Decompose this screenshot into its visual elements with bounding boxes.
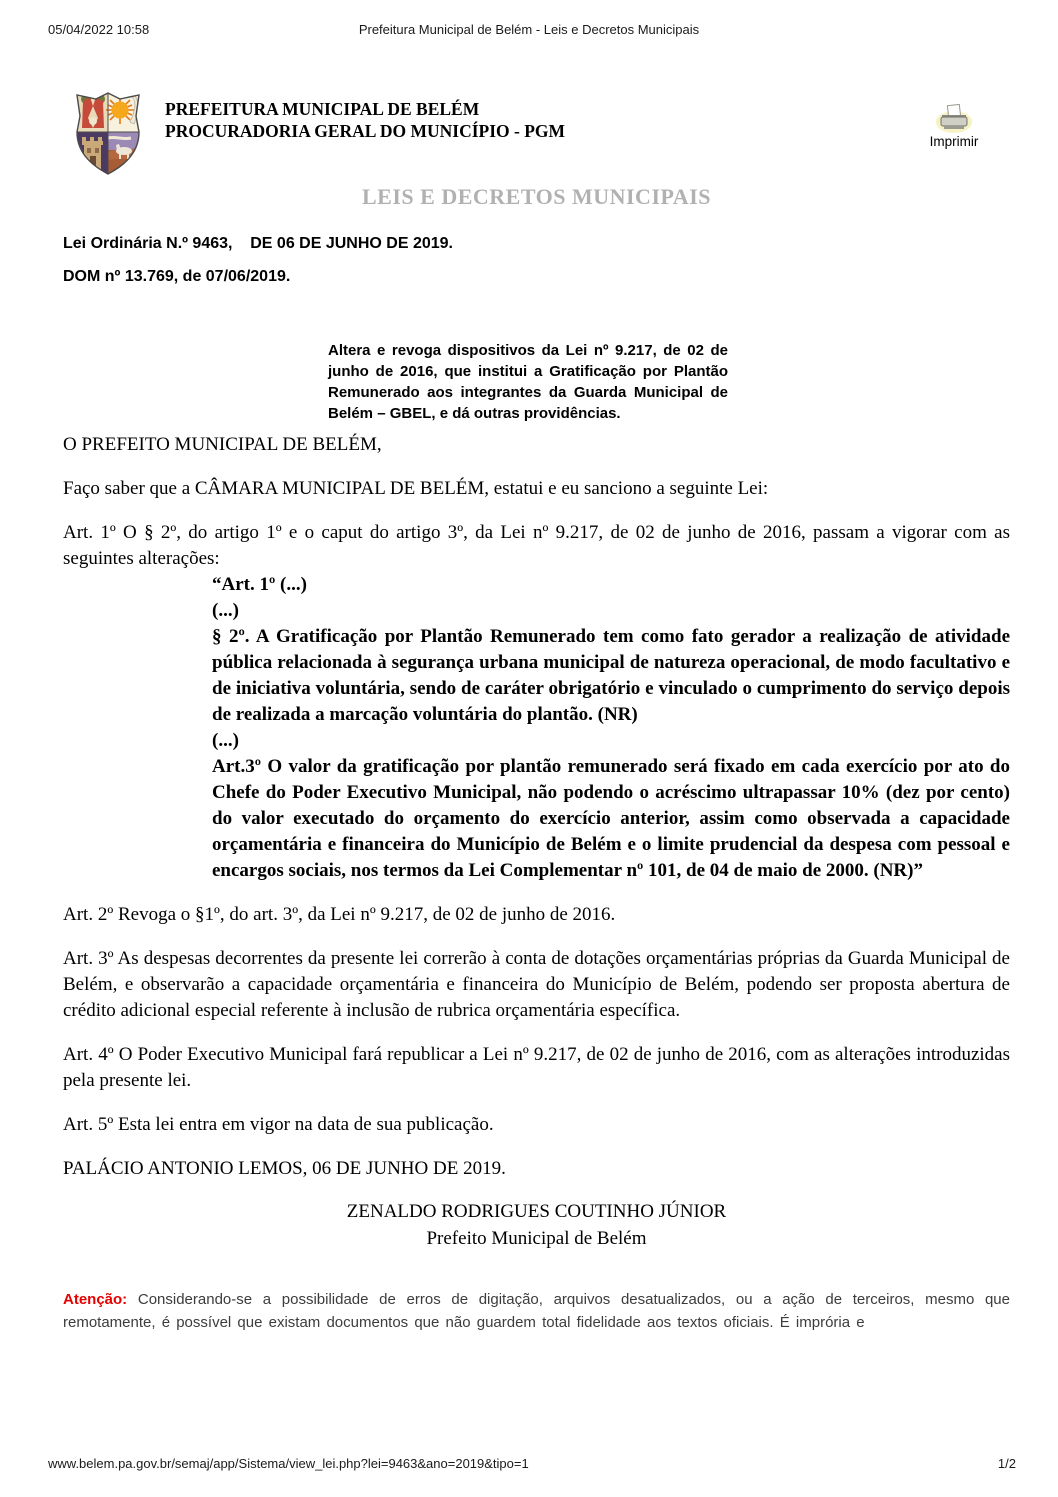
footer-page-number: 1/2 bbox=[997, 1456, 1016, 1471]
document-page bbox=[63, 88, 1010, 1334]
org-header bbox=[63, 88, 1010, 180]
paragraph-palacio: PALÁCIO ANTONIO LEMOS, 06 DE JUNHO DE 2019. bbox=[63, 1158, 506, 1179]
quote-paragraph-art3: Art.3º O valor da gratificação por plantão remunerado será fixado em cada exercício por ato do Chefe do Poder Executivo Municipal, não podendo o acréscimo ultrapassar 10% (dez por cento) do valor executado do orçamento do exercício anterior, assim como observada a capacidade orçamentária e financeira do Município de Belém e o limite prudencial da despesa com pessoal e encargos sociais, nos termos da Lei Complementar nº 101, de 04 de maio de 2000. (NR)” bbox=[212, 756, 1010, 881]
attention-text: Considerando-se a possibilidade de erros de digitação, arquivos desatualizados, ou a ação de terceiros, mesmo que remotamente, é possível que existam documentos que não guardem total fidelidade aos textos oficiais. É imprória e bbox=[63, 1291, 1010, 1331]
quote-paragraph-sec2: § 2º. A Gratificação por Plantão Remunerado tem como fato gerador a realização de atividade pública relacionada à segurança urbana municipal de natureza operacional, de modo facultativo e de iniciativa voluntária, sendo de caráter obrigatório e vinculado o cumprimento do serviço depois de realizada a marcação voluntária do plantão. (NR) bbox=[212, 626, 1010, 725]
signature-name: ZENALDO RODRIGUES COUTINHO JÚNIOR bbox=[346, 1201, 727, 1222]
law-body bbox=[63, 432, 1010, 1182]
attention-notice bbox=[63, 1288, 1010, 1334]
print-button-label: Imprimir bbox=[929, 134, 979, 149]
paragraph-enactment: Faço saber que a CÂMARA MUNICIPAL DE BELÉM, estatui e eu sanciono a seguinte Lei: bbox=[63, 478, 769, 499]
law-number-line: Lei Ordinária N.º 9463, DE 06 DE JUNHO DE 2019. bbox=[63, 235, 453, 252]
paragraph-art4: Art. 4º O Poder Executivo Municipal fará republicar a Lei nº 9.217, de 02 de junho de 2016, com as alterações introduzidas pela presente lei. bbox=[63, 1044, 1010, 1091]
paragraph-art5: Art. 5º Esta lei entra em vigor na data de sua publicação. bbox=[63, 1114, 494, 1135]
paragraph-art1: Art. 1º O § 2º, do artigo 1º e o caput do artigo 3º, da Lei nº 9.217, de 02 de junho de 2016, passam a vigorar com as seguintes alterações: bbox=[63, 522, 1010, 569]
paragraph-art2: Art. 2º Revoga o §1º, do art. 3º, da Lei nº 9.217, de 02 de junho de 2016. bbox=[63, 904, 616, 925]
print-page-title: Prefeitura Municipal de Belém - Leis e Decretos Municipais bbox=[358, 22, 700, 37]
dom-publication-line: DOM nº 13.769, de 07/06/2019. bbox=[63, 268, 291, 285]
quote-line: “Art. 1º (...) bbox=[212, 574, 307, 595]
footer-url: www.belem.pa.gov.br/semaj/app/Sistema/view_lei.php?lei=9463&ano=2019&tipo=1 bbox=[48, 1456, 529, 1471]
signature-role: Prefeito Municipal de Belém bbox=[426, 1228, 647, 1249]
law-summary: Altera e revoga dispositivos da Lei nº 9.217, de 02 de junho de 2016, que institui a Gratificação por Plantão Remunerado aos integrantes da Guarda Municipal de Belém – GBEL, e dá outras providências. bbox=[328, 342, 728, 422]
print-header bbox=[0, 22, 1058, 37]
org-name bbox=[165, 88, 1010, 142]
quote-line: (...) bbox=[212, 730, 239, 751]
print-button[interactable] bbox=[922, 102, 986, 149]
signature-block bbox=[63, 1198, 1010, 1252]
attention-label: Atenção: bbox=[63, 1291, 128, 1308]
paragraph-preamble: O PREFEITO MUNICIPAL DE BELÉM, bbox=[63, 434, 382, 455]
belem-coat-of-arms-icon bbox=[63, 88, 153, 178]
quoted-amendment-block bbox=[212, 572, 1010, 884]
quote-line: (...) bbox=[212, 600, 239, 621]
print-datetime: 05/04/2022 10:58 bbox=[48, 22, 150, 37]
org-name-line1: PREFEITURA MUNICIPAL DE BELÉM bbox=[165, 99, 480, 119]
paragraph-art3: Art. 3º As despesas decorrentes da presente lei correrão à conta de dotações orçamentárias próprias da Guarda Municipal de Belém, e observarão a capacidade orçamentária e financeira do Município de Belém, podendo ser proposta abertura de crédito adicional especial referente à inclusão de rubrica orçamentária específica. bbox=[63, 948, 1010, 1021]
section-title: LEIS E DECRETOS MUNICIPAIS bbox=[362, 184, 711, 209]
printer-icon bbox=[934, 102, 974, 134]
org-name-line2: PROCURADORIA GERAL DO MUNICÍPIO - PGM bbox=[165, 121, 566, 141]
